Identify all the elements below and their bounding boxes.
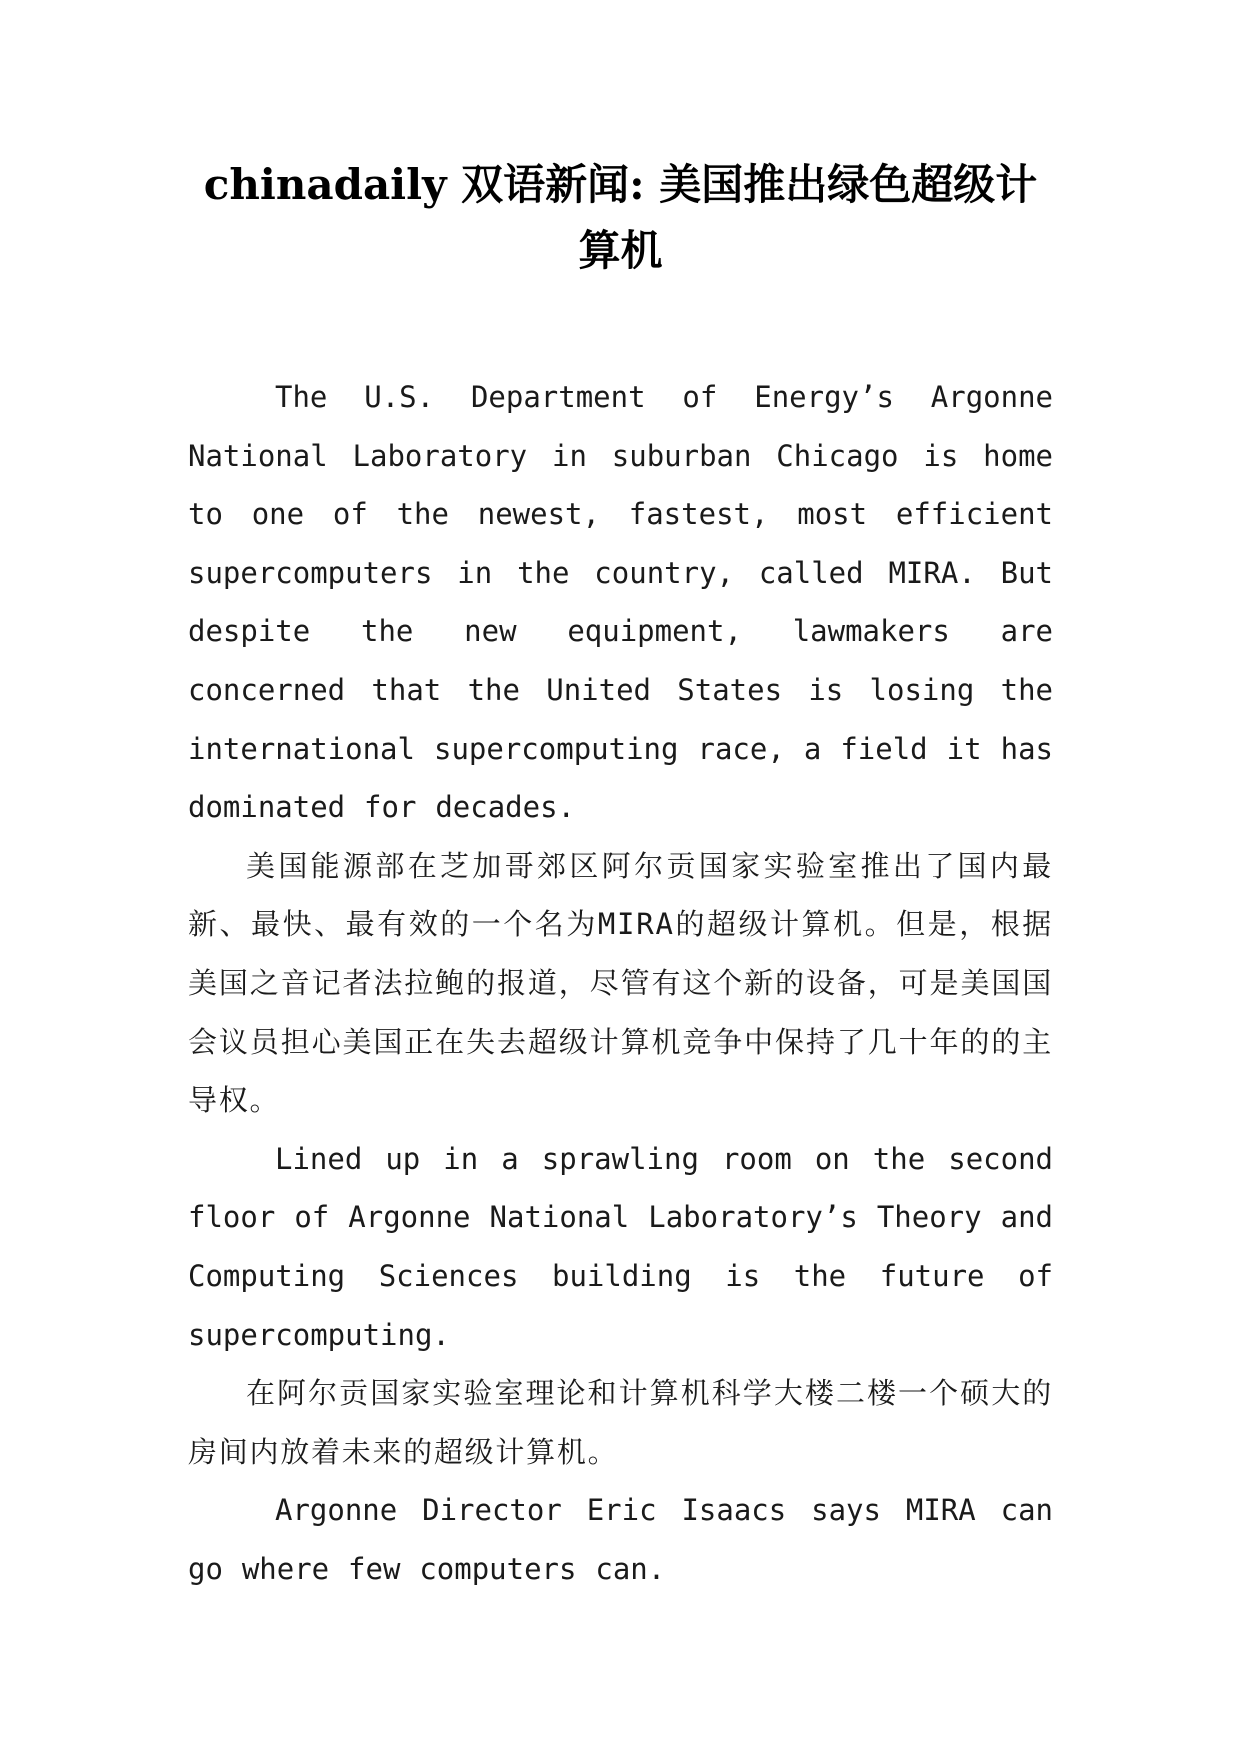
paragraph-chinese: 在阿尔贡国家实验室理论和计算机科学大楼二楼一个硕大的房间内放着未来的超级计算机。 (188, 1376, 1053, 1469)
paragraph-english: Lined up in a sprawling room on the second floor of Argonne National Laboratory’s Theory and Computing Sciences building is the future of supercomputing. (188, 1141, 1053, 1352)
paragraph-english: The U.S. Department of Energy’s Argonne National Laboratory in suburban Chicago is home to one of the newest, fastest, most efficient supercomputers in the country, called MIRA. But despite the new equipment, lawmakers are concerned that the United States is losing the international supercomputing race, a field it has dominated for decades. (188, 380, 1053, 825)
paragraph-chinese: 美国能源部在芝加哥郊区阿尔贡国家实验室推出了国内最新、最快、最有效的一个名为MIRA的超级计算机。但是，根据美国之音记者法拉鲍的报道，尽管有这个新的设备，可是美国国会议员担心美国正在失去超级计算机竞争中保持了几十年的的主导权。 (188, 848, 1053, 1118)
document-page (188, 0, 1053, 1598)
document-body (188, 368, 1053, 1598)
paragraph-english: Argonne Director Eric Isaacs says MIRA can go where few computers can. (188, 1493, 1053, 1586)
document-title: chinadaily 双语新闻: 美国推出绿色超级计算机 (203, 160, 1038, 275)
